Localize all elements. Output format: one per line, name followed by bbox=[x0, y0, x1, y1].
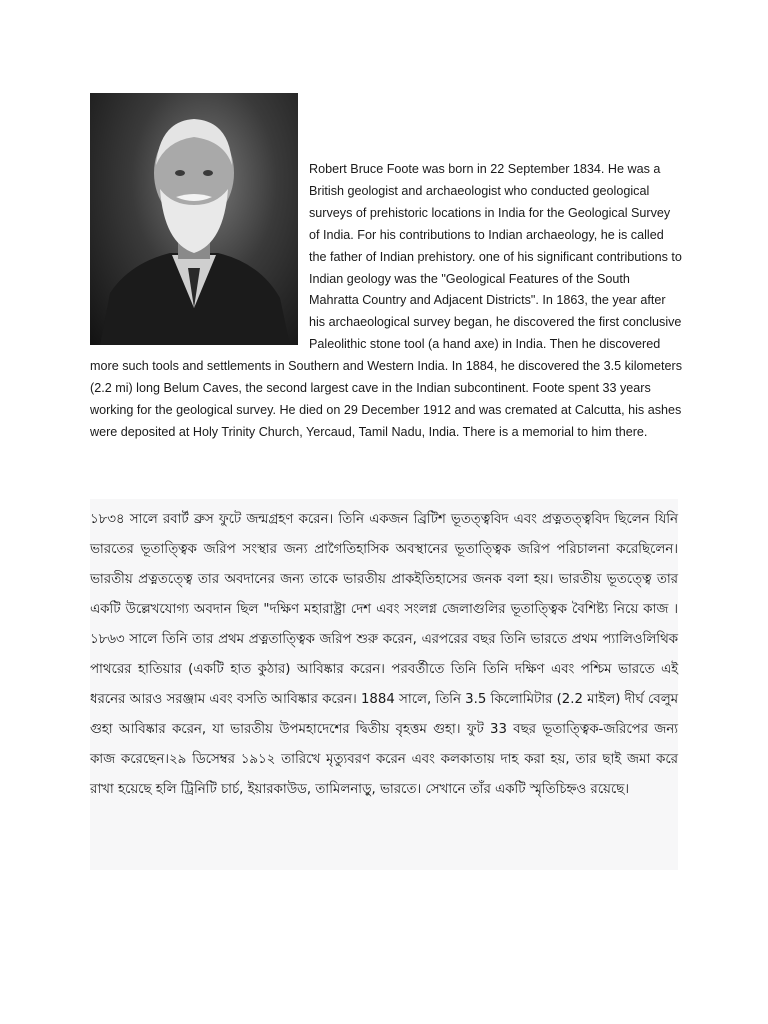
bengali-paragraph: ১৮৩৪ সালে রবার্ট ব্রুস ফুটে জন্মগ্রহণ করেন। তিনি একজন ব্রিটিশ ভূতত্ত্ববিদ এবং প্রত্নতত্ত্ববিদ ছিলেন যিনি ভারতের ভূতাত্ত্বিক জরিপ সংস্থার জন্য প্রাগৈতিহাসিক অবস্থানের ভূতাত্ত্বিক জরিপ পরিচালনা করেছিলেন। ভারতীয় প্রত্নতত্ত্বে তার অবদানের জন্য তাকে ভারতীয় প্রাকইতিহাসের জনক বলা হয়। ভারতীয় ভূতত্ত্বে তার একটি উল্লেখযোগ্য অবদান ছিল "দক্ষিণ মহারাষ্ট্রা দেশ এবং সংলগ্ন জেলাগুলির ভূতাত্ত্বিক বৈশিষ্ট্য নিয়ে কাজ । ১৮৬৩ সালে তিনি তার প্রথম প্রত্নতাত্ত্বিক জরিপ শুরু করেন, এরপরের বছর তিনি ভারতে প্রথম প্যালিওলিথিক পাথরের হাতিয়ার (একটি হাত কুঠার) আবিষ্কার করেন। পরবর্তীতে তিনি তিনি দক্ষিণ এবং পশ্চিম ভারতে এই ধরনের আরও সরঞ্জাম এবং বসতি আবিষ্কার করেন। 1884 সালে, তিনি 3.5 কিলোমিটার (2.2 মাইল) দীর্ঘ বেলুম গুহা আবিষ্কার করেন, যা ভারতীয় উপমহাদেশের দ্বিতীয় বৃহত্তম গুহা। ফুট 33 বছর ভূতাত্ত্বিক-জরিপের জন্য কাজ করেছেন।২৯ ডিসেম্বর ১৯১২ তারিখে মৃত্যুবরণ করেন এবং কলকাতায় দাহ করা হয়, তার ছাই জমা করে রাখা হয়েছে হলি ট্রিনিটি চার্চ, ইয়ারকাউড, তামিলনাড়ু, ভারতে। সেখানে তাঁর একটি স্মৃতিচিহ্নও রয়েছে। bbox=[90, 512, 678, 797]
image-wrap-spacer bbox=[90, 159, 309, 341]
english-text-block bbox=[90, 159, 682, 444]
bengali-text-box bbox=[90, 499, 678, 870]
english-paragraph: Robert Bruce Foote was born in 22 September 1834. He was a British geologist and archaeologist who conducted geological surveys of prehistoric locations in India for the Geological Survey of India. For his contributions to Indian archaeology, he is called the father of Indian prehistory. one of his significant contributions to Indian geology was the "Geological Features of the South Mahratta Country and Adjacent Districts". In 1863, the year after his archaeological survey began, he discovered the first conclusive Paleolithic stone tool (a hand axe) in India. Then he discovered more such tools and settlements in Southern and Western India. In 1884, he discovered the 3.5 kilometers (2.2 mi) long Belum Caves, the second largest cave in the Indian subcontinent. Foote spent 33 years working for the geological survey. He died on 29 December 1912 and was cremated at Calcutta, his ashes were deposited at Holy Trinity Church, Yercaud, Tamil Nadu, India. There is a memorial to him there. bbox=[90, 162, 683, 439]
